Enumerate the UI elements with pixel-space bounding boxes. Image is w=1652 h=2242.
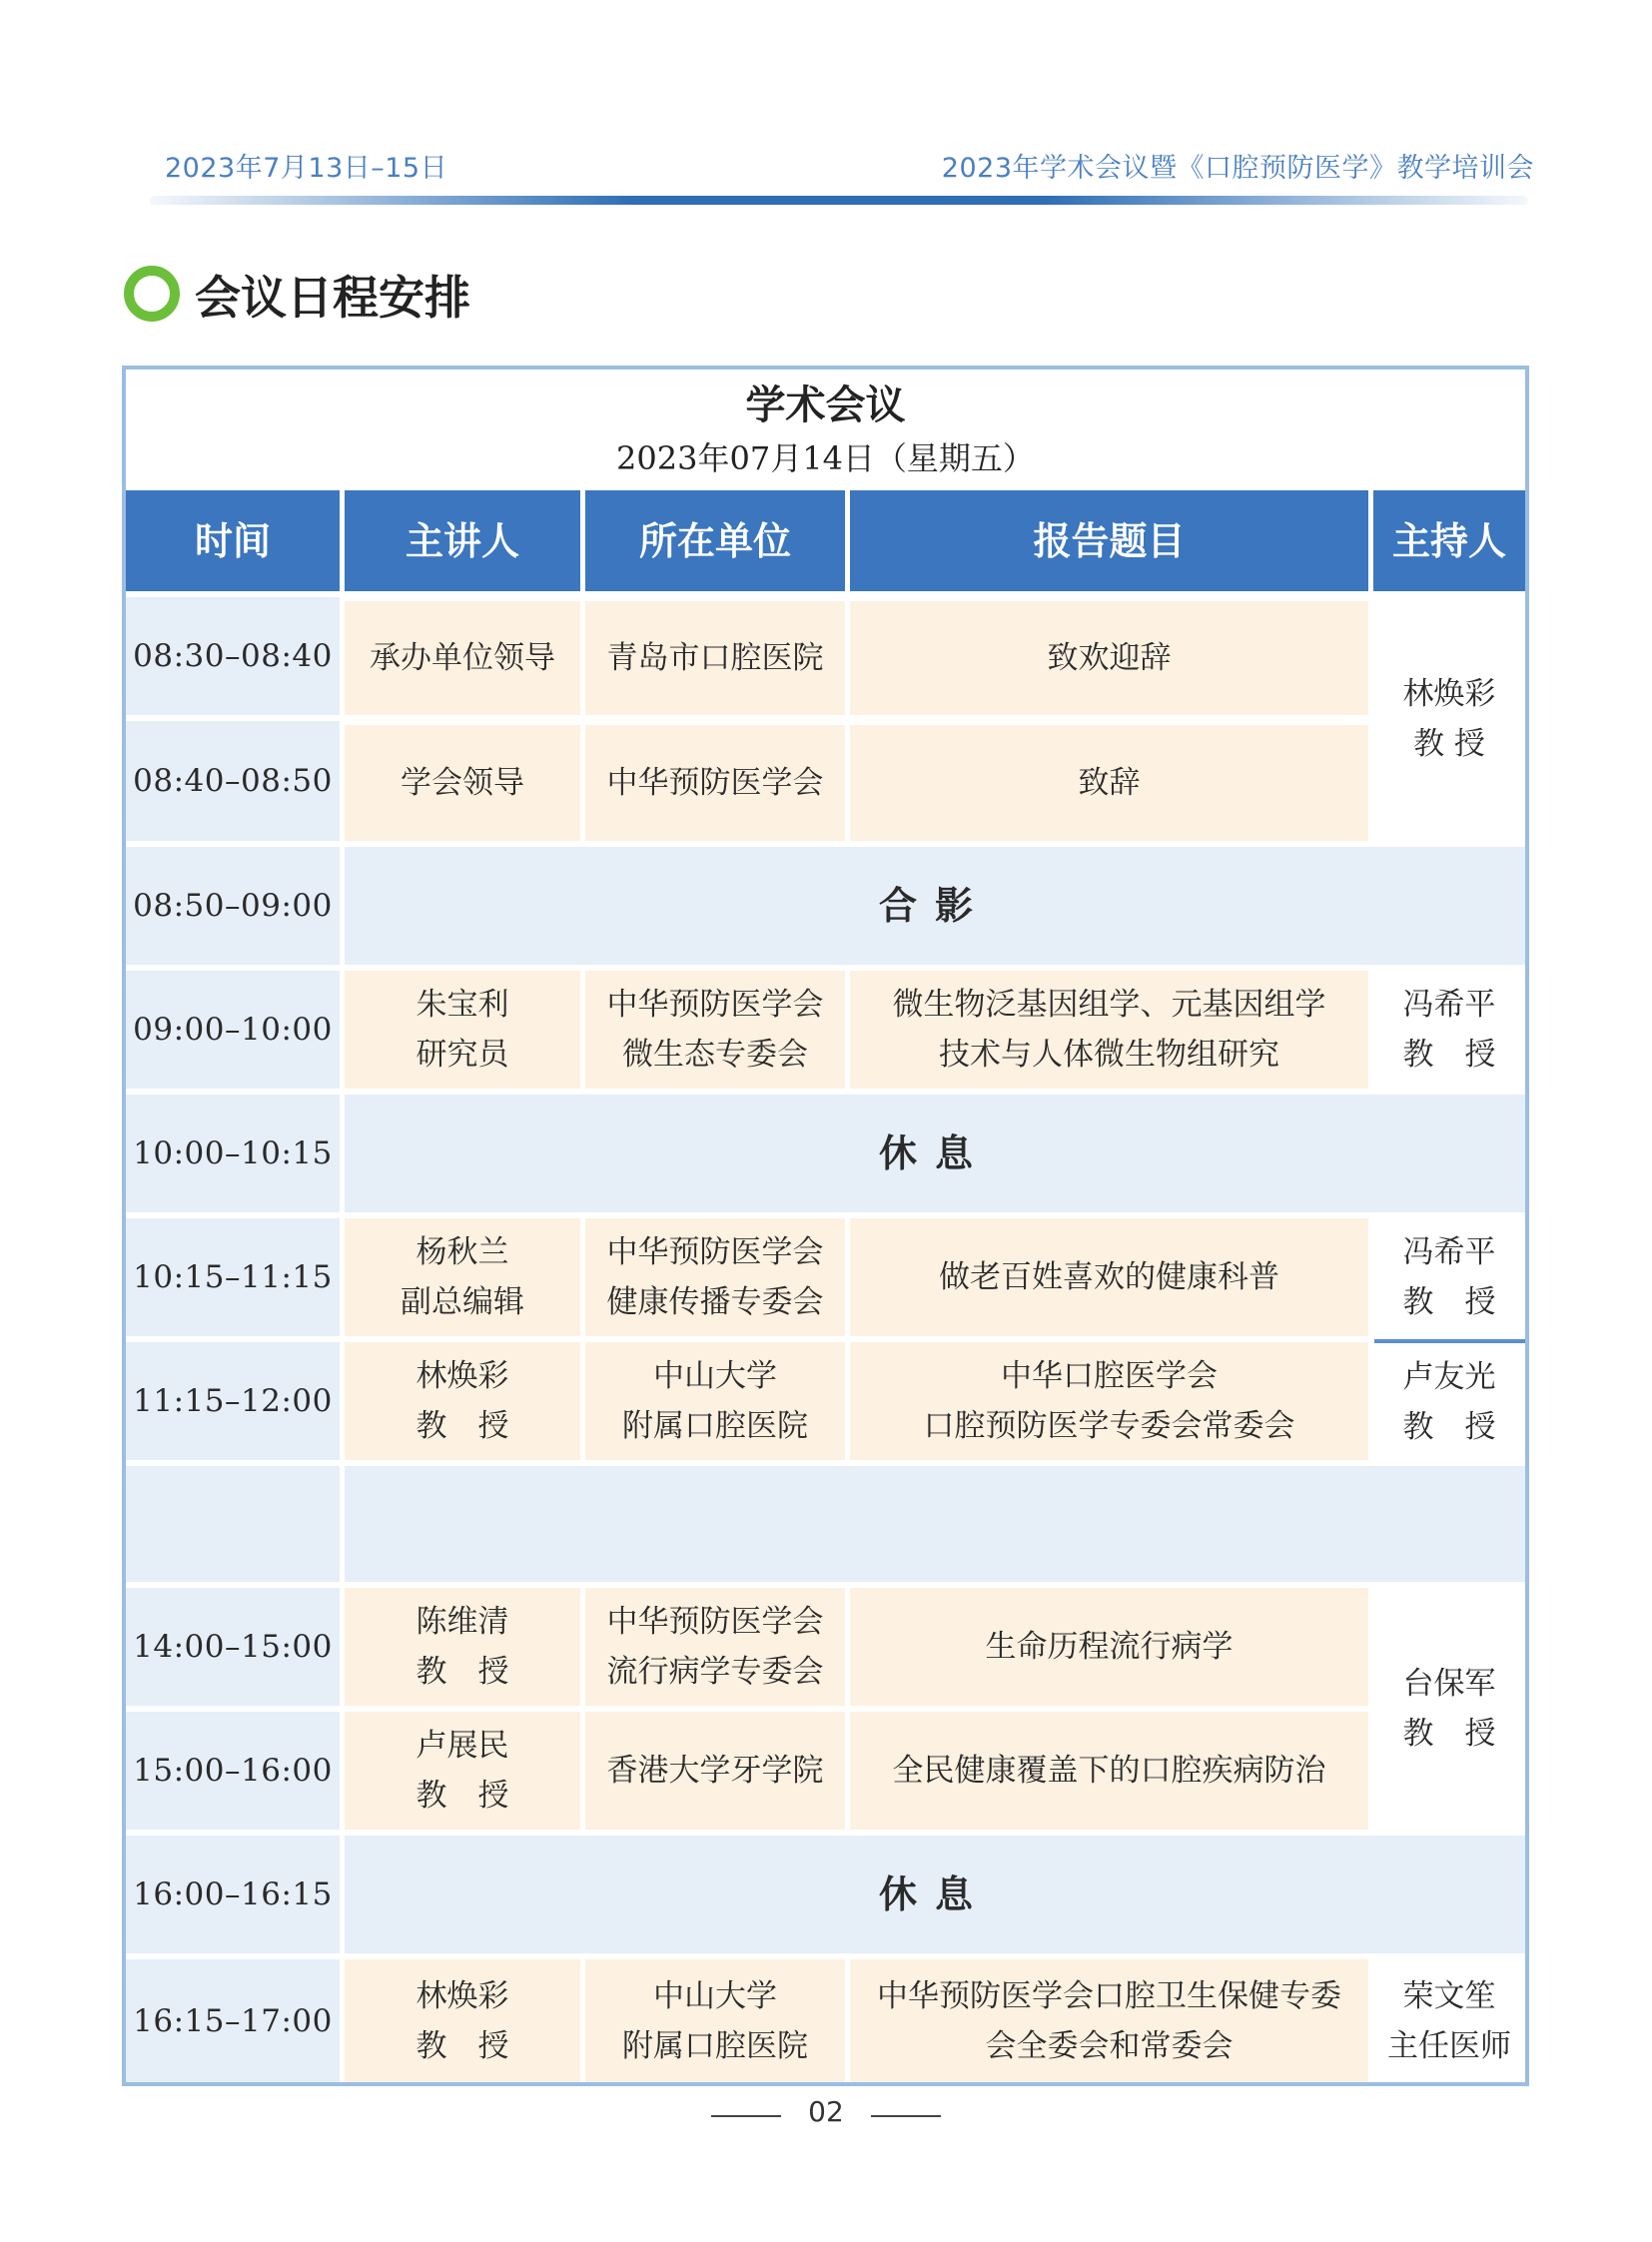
topic-line: 口腔预防医学专委会常委会: [923, 1408, 1295, 1444]
host-title: 教 授: [1402, 1409, 1496, 1445]
host-title: 教 授: [1402, 1037, 1496, 1073]
row-speaker: [345, 1218, 580, 1336]
topic-line: 中华预防医学会口腔卫生保健专委: [877, 1977, 1341, 2014]
unit-line: 中山大学: [653, 1977, 777, 2014]
host-title: 教 授: [1413, 726, 1485, 762]
row-topic: [850, 1959, 1368, 2082]
host-cell: [1373, 1218, 1525, 1336]
page-number: 02: [808, 2095, 844, 2128]
host-name: 冯希平: [1402, 1234, 1496, 1270]
row-time: 11:15–12:00: [126, 1342, 340, 1460]
speaker-name: 林焕彩: [415, 1977, 509, 2014]
row-topic: [850, 1342, 1368, 1460]
row-topic: [850, 971, 1368, 1089]
table-date: 2023年07月14日（星期五）: [616, 439, 1035, 477]
unit-line: 中山大学: [653, 1358, 777, 1394]
row-unit: 香港大学牙学院: [585, 1712, 845, 1830]
speaker-title: 教 授: [415, 1778, 509, 1814]
band-row: 休息: [345, 1095, 1525, 1212]
table-title: 学术会议: [745, 381, 906, 428]
speaker-title: 教 授: [415, 1408, 509, 1444]
row-unit: 青岛市口腔医院: [585, 601, 845, 715]
row-time: 10:00–10:15: [126, 1095, 340, 1212]
host-cell: [1373, 1588, 1525, 1830]
band-row-empty: [345, 1466, 1525, 1582]
band-row: 合影: [345, 847, 1525, 965]
host-divider: [1374, 1339, 1525, 1343]
topic-line: 中华口腔医学会: [1001, 1358, 1218, 1394]
header-event-title: 2023年学术会议暨《口腔预防医学》教学培训会: [941, 153, 1534, 184]
unit-line: 附属口腔医院: [622, 2027, 808, 2064]
row-unit: [585, 1959, 845, 2082]
row-topic: 做老百姓喜欢的健康科普: [850, 1218, 1368, 1336]
unit-line: 微生态专委会: [622, 1037, 808, 1073]
unit-line: 中华预防医学会: [606, 1234, 824, 1270]
row-time: 08:30–08:40: [126, 597, 340, 715]
row-topic: 生命历程流行病学: [850, 1588, 1368, 1706]
page-number-rule-right: [871, 2115, 941, 2117]
host-cell: [1373, 1344, 1525, 1460]
topic-line: 会全委会和常委会: [985, 2027, 1234, 2064]
row-unit: [585, 971, 845, 1089]
row-speaker: [345, 1588, 580, 1706]
header-divider: [150, 196, 1528, 205]
row-time: 08:40–08:50: [126, 721, 340, 841]
host-title: 主任医师: [1387, 2027, 1511, 2064]
unit-line: 健康传播专委会: [606, 1284, 824, 1320]
row-speaker: [345, 1959, 580, 2082]
header-unit: 所在单位: [585, 490, 845, 591]
host-name: 冯希平: [1402, 987, 1496, 1023]
host-cell: [1373, 971, 1525, 1089]
row-speaker: [345, 971, 580, 1089]
host-title: 教 授: [1402, 1284, 1496, 1320]
row-time: 08:50–09:00: [126, 847, 340, 965]
speaker-name: 朱宝利: [415, 987, 509, 1023]
speaker-title: 教 授: [415, 1654, 509, 1690]
host-cell: [1373, 1959, 1525, 2082]
topic-line: 微生物泛基因组学、元基因组学: [892, 987, 1326, 1023]
row-unit: [585, 1588, 845, 1706]
header-time: 时间: [126, 490, 340, 591]
row-time: 16:15–17:00: [126, 1959, 340, 2082]
unit-line: 中华预防医学会: [606, 1604, 824, 1640]
row-speaker: [345, 1712, 580, 1830]
header-date: 2023年7月13日–15日: [165, 153, 448, 184]
row-time: 16:00–16:15: [126, 1836, 340, 1953]
row-unit: [585, 1218, 845, 1336]
host-name: 卢友光: [1402, 1359, 1496, 1395]
host-title: 教 授: [1402, 1716, 1496, 1752]
unit-line: 附属口腔医院: [622, 1408, 808, 1444]
host-name: 荣文笙: [1402, 1977, 1496, 2014]
row-speaker: 承办单位领导: [345, 601, 580, 715]
speaker-name: 林焕彩: [415, 1358, 509, 1394]
topic-line: 技术与人体微生物组研究: [939, 1037, 1279, 1073]
header-topic: 报告题目: [850, 490, 1368, 591]
section-title: 会议日程安排: [195, 271, 470, 325]
header-speaker: 主讲人: [345, 490, 580, 591]
row-time-empty: [126, 1466, 340, 1582]
row-topic: 致辞: [850, 725, 1368, 841]
host-name: 林焕彩: [1402, 676, 1496, 712]
row-unit: 中华预防医学会: [585, 725, 845, 841]
speaker-title: 副总编辑: [401, 1284, 524, 1320]
row-speaker: [345, 1342, 580, 1460]
unit-line: 流行病学专委会: [606, 1654, 824, 1690]
speaker-name: 杨秋兰: [415, 1234, 509, 1270]
row-topic: 全民健康覆盖下的口腔疾病防治: [850, 1712, 1368, 1830]
speaker-title: 研究员: [415, 1037, 509, 1073]
header-host: 主持人: [1373, 490, 1525, 591]
band-row: 休息: [345, 1836, 1525, 1953]
host-name: 台保军: [1402, 1666, 1496, 1702]
speaker-title: 教 授: [415, 2027, 509, 2064]
speaker-name: 陈维清: [415, 1604, 509, 1640]
section-ring-icon: [124, 266, 180, 322]
row-topic: 致欢迎辞: [850, 601, 1368, 715]
row-time: 15:00–16:00: [126, 1712, 340, 1830]
row-time: 10:15–11:15: [126, 1218, 340, 1336]
row-unit: [585, 1342, 845, 1460]
row-time: 14:00–15:00: [126, 1588, 340, 1706]
speaker-name: 卢展民: [415, 1728, 509, 1764]
row-speaker: 学会领导: [345, 725, 580, 841]
unit-line: 中华预防医学会: [606, 987, 824, 1023]
host-cell: [1373, 597, 1525, 841]
row-time: 09:00–10:00: [126, 971, 340, 1089]
